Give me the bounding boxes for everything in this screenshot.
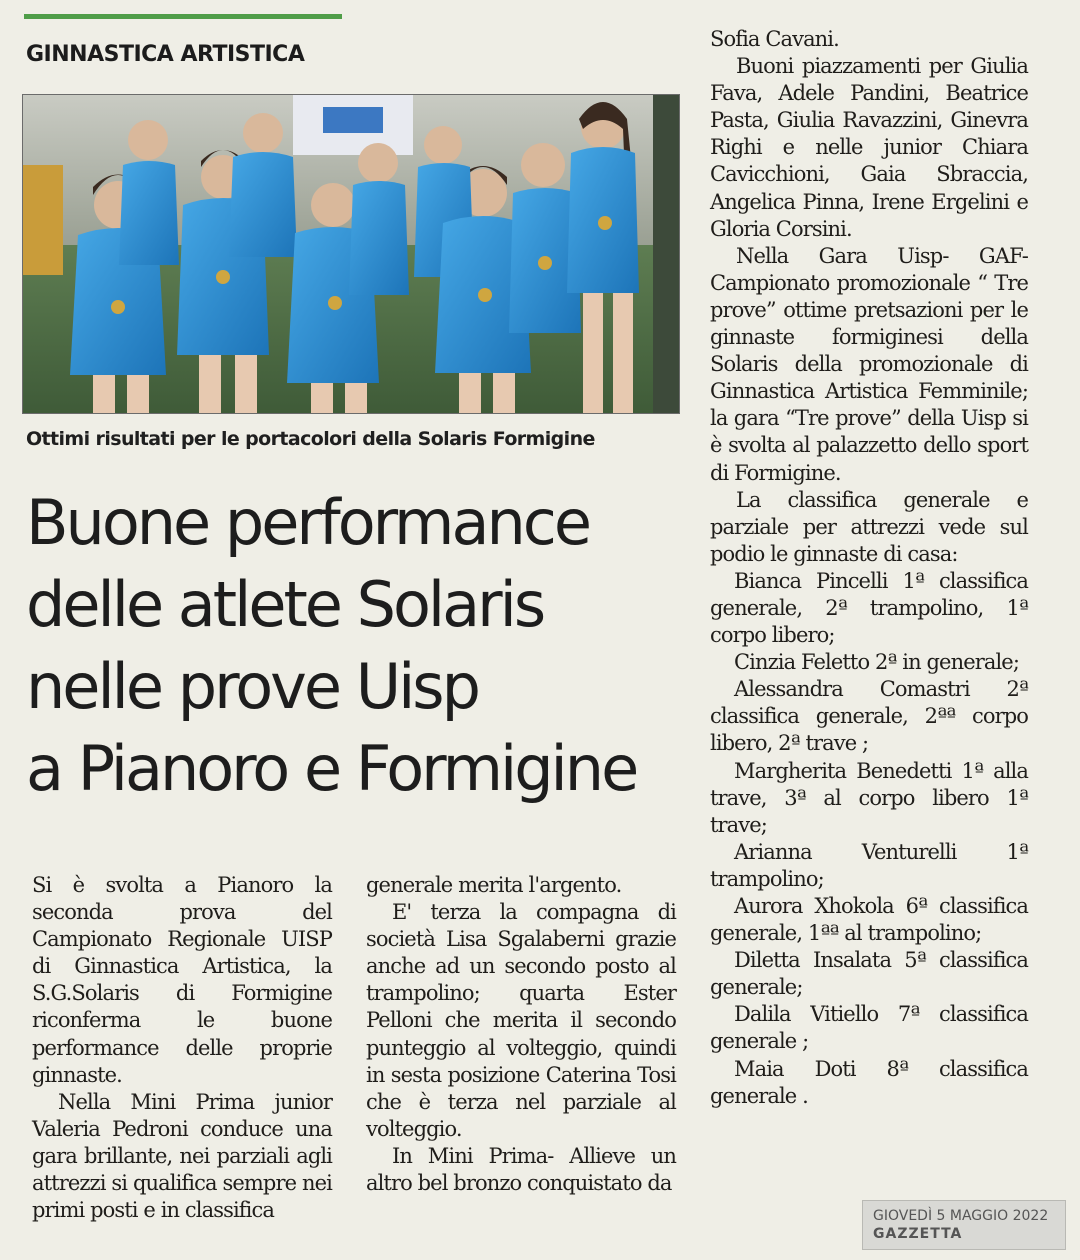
article-paragraph: Sofia Cavani. <box>710 27 839 51</box>
article-paragraph: Nella Gara Uisp- GAF- Campionato promozionale “ Tre prove” ottime pretsazioni per le ginnaste formiginesi della Solaris della promozionale di Ginnastica Artistica Femminile; la gara “Tre prove” della Uisp si è svolta al palazzetto dello sport di Formigine. <box>710 243 1028 485</box>
team-photo <box>22 94 680 414</box>
newspaper-footer <box>862 1200 1066 1250</box>
podium-entry: Maia Doti 8ª classifica generale . <box>710 1056 1028 1108</box>
article-paragraph: Nella Mini Prima junior Valeria Pedroni conduce una gara brillante, nei parziali agli attrezzi si qualifica sempre nei primi posti e in classifica <box>32 1089 332 1223</box>
headline-line: delle atlete Solaris <box>26 568 544 641</box>
article-column-1 <box>32 872 332 1224</box>
headline-line: nelle prove Uisp <box>26 650 478 723</box>
article-paragraph: E' terza la compagna di società Lisa Sgalaberni grazie anche ad un secondo posto al trampolino; quarta Ester Pelloni che merita il secondo punteggio al volteggio, quindi in sesta posizione Caterina Tosi che è terza nel parziale al volteggio. <box>366 900 676 1141</box>
podium-entry: Arianna Venturelli 1ª trampolino; <box>710 839 1028 891</box>
headline-line: Buone performance <box>26 486 589 559</box>
article-paragraph: generale merita l'argento. <box>366 873 622 897</box>
article-paragraph: Buoni piazzamenti per Giulia Fava, Adele Pandini, Beatrice Pasta, Giulia Ravazzini, Ginevra Righi e nelle junior Chiara Cavicchioni, Gaia Sbraccia, Angelica Pinna, Irene Ergelini e Gloria Corsini. <box>710 54 1028 241</box>
article-paragraph: La classifica generale e parziale per attrezzi vede sul podio le ginnaste di casa: <box>710 487 1028 566</box>
photo-caption: Ottimi risultati per le portacolori della Solaris Formigine <box>26 428 595 450</box>
section-accent-rule <box>24 14 342 19</box>
newspaper-name: GAZZETTA <box>873 1226 963 1242</box>
gymnasts-photo-illustration <box>23 95 679 413</box>
podium-entry: Dalila Vitiello 7ª classifica generale ; <box>710 1002 1028 1054</box>
podium-list <box>710 568 1028 1110</box>
article-column-3 <box>710 26 1028 1110</box>
headline <box>26 482 706 810</box>
podium-entry: Cinzia Feletto 2ª in generale; <box>734 650 1020 675</box>
podium-entry: Bianca Pincelli 1ª classifica generale, 2ª trampolino, 1ª corpo libero; <box>710 568 1028 648</box>
article-paragraph: In Mini Prima- Allieve un altro bel bronzo conquistato da <box>366 1143 676 1196</box>
article-column-2 <box>366 872 676 1197</box>
podium-entry: Margherita Benedetti 1ª alla trave, 3ª al corpo libero 1ª trave; <box>710 758 1028 837</box>
podium-entry: Aurora Xhokola 6ª classifica generale, 1ªª al trampolino; <box>710 894 1028 946</box>
podium-entry: Diletta Insalata 5ª classifica generale; <box>710 948 1028 1000</box>
issue-date: GIOVEDÌ 5 MAGGIO 2022 <box>873 1208 1049 1224</box>
article-paragraph: Si è svolta a Pianoro la seconda prova del Campionato Regionale UISP di Ginnastica Artistica, la S.G.Solaris di Formigine riconferma le buone performance delle proprie ginnaste. <box>32 873 332 1087</box>
section-label: GINNASTICA ARTISTICA <box>26 42 305 67</box>
podium-entry: Alessandra Comastri 2ª classifica generale, 2ªª corpo libero, 2ª trave ; <box>710 677 1028 756</box>
headline-line: a Pianoro e Formigine <box>26 732 637 805</box>
